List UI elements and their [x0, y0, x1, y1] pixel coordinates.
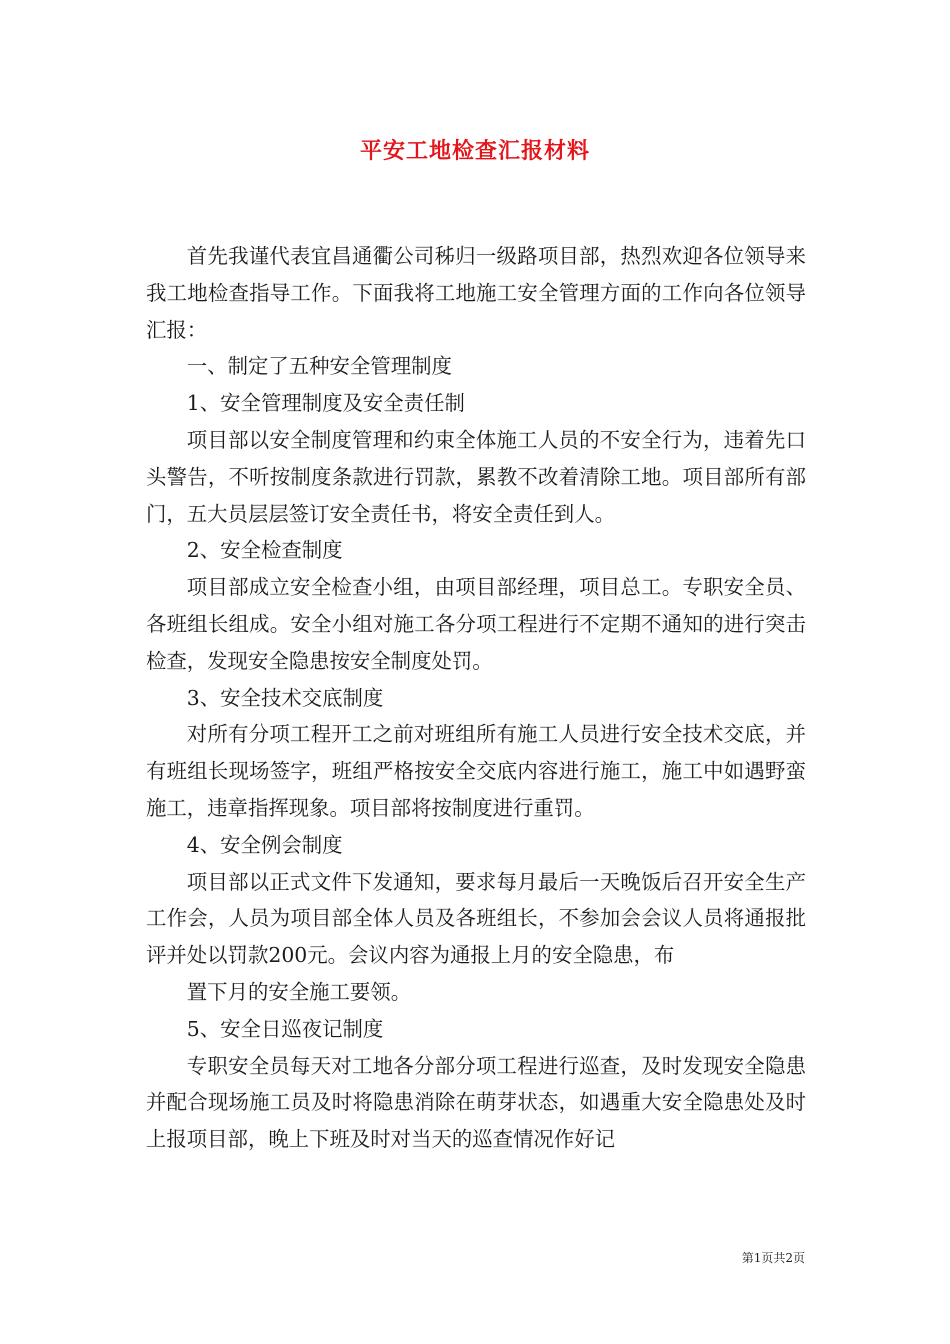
- page-number: 第1页共2页: [741, 1251, 805, 1265]
- paragraph: 项目部以正式文件下发通知，要求每月最后一天晚饭后召开安全生产工作会，人员为项目部全体人员及各班组长，不参加会会议人员将通报批评并处以罚款200元。会议内容为通报上月的安全隐患，布: [146, 869, 806, 968]
- paragraph: 置下月的安全施工要领。: [186, 979, 412, 1004]
- document-title: 平安工地检查汇报材料: [359, 138, 590, 164]
- paragraph: 项目部成立安全检查小组，由项目部经理，项目总工。专职安全员、各班组长组成。安全小组对施工各分项工程进行不定期不通知的进行突击检查，发现安全隐患按安全制度处罚。: [146, 575, 806, 673]
- paragraph: 项目部以安全制度管理和约束全体施工人员的不安全行为，违着先口头警告，不听按制度条款进行罚款，累教不改着清除工地。项目部所有部门，五大员层层签订安全责任书，将安全责任到人。: [146, 427, 806, 526]
- subsection-heading: 5、安全日巡夜记制度: [186, 1016, 384, 1041]
- subsection-heading: 3、安全技术交底制度: [186, 685, 384, 710]
- paragraph: 对所有分项工程开工之前对班组所有施工人员进行安全技术交底，并有班组长现场签字，班组严格按安全交底内容进行施工，施工中如遇野蛮施工，违章指挥现象。项目部将按制度进行重罚。: [146, 722, 806, 820]
- paragraph: 专职安全员每天对工地各分部分项工程进行巡查，及时发现安全隐患并配合现场施工员及时将隐患消除在萌芽状态，如遇重大安全隐患处及时上报项目部，晚上下班及时对当天的巡查情况作好记: [146, 1053, 806, 1152]
- subsection-heading: 2、安全检查制度: [186, 538, 343, 563]
- subsection-heading: 1、安全管理制度及安全责任制: [186, 391, 465, 416]
- subsection-heading: 4、安全例会制度: [186, 832, 343, 857]
- document-body: [146, 238, 806, 1158]
- section-heading: 一、制定了五种安全管理制度: [186, 354, 452, 379]
- paragraph-intro: 首先我谨代表宜昌通衢公司秭归一级路项目部，热烈欢迎各位领导来我工地检查指导工作。下面我将工地施工安全管理方面的工作向各位领导汇报：: [146, 244, 806, 342]
